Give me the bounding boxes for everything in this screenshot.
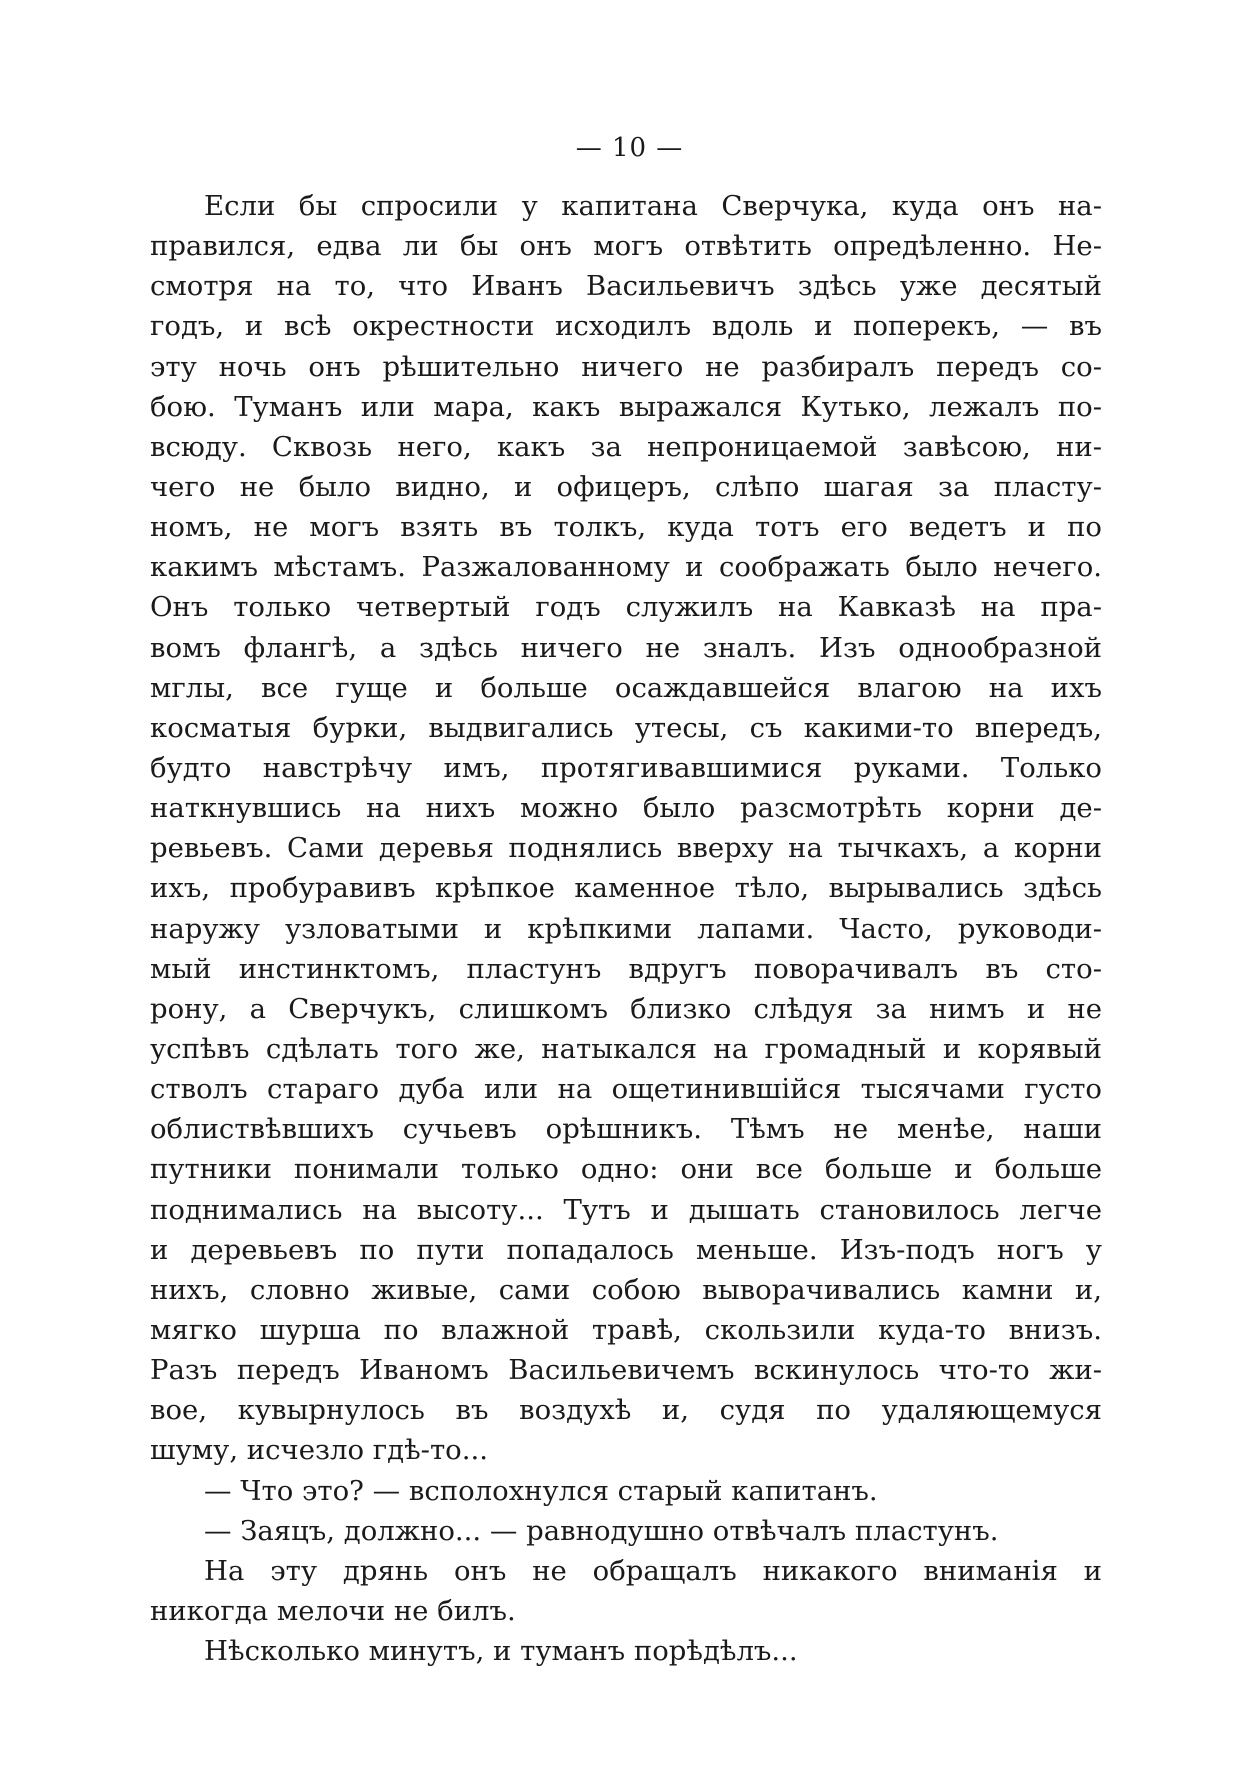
text-line: — Что это? — всполохнулся старый капитанъ. (204, 1474, 878, 1507)
text-line: эту ночь онъ рѣшительно ничего не разбиралъ передъ со- (150, 350, 1102, 383)
text-line: какимъ мѣстамъ. Разжалованному и соображать было нечего. (150, 551, 1102, 584)
text-line: вое, кувырнулось въ воздухѣ и, судя по удаляющемуся (150, 1394, 1102, 1427)
text-line: номъ, не могъ взять въ толкъ, куда тотъ его ведетъ и по (150, 511, 1102, 544)
text-line: наткнувшись на нихъ можно было разсмотрѣть корни де- (150, 792, 1102, 825)
text-line: Нѣсколько минутъ, и туманъ порѣдѣлъ... (204, 1635, 798, 1668)
text-line: Разъ передъ Иваномъ Васильевичемъ вскинулось что-то жи- (150, 1354, 1102, 1387)
text-line: наружу узловатыми и крѣпкими лапами. Часто, руководи- (150, 912, 1102, 945)
text-line: Если бы спросили у капитана Сверчука, куда онъ на- (204, 190, 1102, 222)
text-line: облиствѣвшихъ сучьевъ орѣшникъ. Тѣмъ не менѣе, наши (150, 1113, 1102, 1146)
text-line: ревьевъ. Сами деревья поднялись вверху на тычкахъ, а корни (150, 832, 1102, 865)
text-line: годъ, и всѣ окрестности исходилъ вдоль и поперекъ, — въ (150, 310, 1102, 343)
text-line: косматыя бурки, выдвигались утесы, съ какими-то впередъ, (150, 711, 1102, 744)
text-line: шуму, исчезло гдѣ-то... (150, 1434, 488, 1467)
text-line: бою. Туманъ или мара, какъ выражался Кутько, лежалъ по- (150, 390, 1102, 423)
text-line: стволъ стараго дуба или на ощетинившійся тысячами густо (150, 1073, 1102, 1106)
text-line: вомъ флангѣ, а здѣсь ничего не зналъ. Изъ однообразной (150, 631, 1102, 664)
text-line: На эту дрянь онъ не обращалъ никакого вниманія и (204, 1554, 1102, 1587)
text-line: — Заяцъ, должно... — равнодушно отвѣчалъ пластунъ. (204, 1514, 999, 1547)
text-line: смотря на то, что Иванъ Васильевичъ здѣсь уже десятый (150, 270, 1102, 303)
text-line: чего не было видно, и офицеръ, слѣпо шагая за пласту- (150, 470, 1102, 503)
text-line: всюду. Сквозь него, какъ за непроницаемой завѣсою, ни- (150, 430, 1102, 463)
text-line: рону, а Сверчукъ, слишкомъ близко слѣдуя за нимъ и не (150, 992, 1102, 1025)
text-line: правился, едва ли бы онъ могъ отвѣтить опредѣленно. Не- (150, 230, 1102, 263)
page-number: — 10 — (575, 133, 684, 163)
text-line: нихъ, словно живые, сами собою выворачивались камни и, (150, 1273, 1102, 1306)
text-line: будто навстрѣчу имъ, протягивавшимися руками. Только (150, 751, 1102, 784)
body-text (150, 186, 1102, 1671)
text-line: поднимались на высоту... Тутъ и дышать становилось легче (150, 1193, 1102, 1226)
text-line: Онъ только четвертый годъ служилъ на Кавказѣ на пра- (150, 591, 1102, 624)
text-line: путники понимали только одно: они все больше и больше (150, 1153, 1102, 1186)
text-line: успѣвъ сдѣлать того же, натыкался на громадный и корявый (150, 1032, 1102, 1065)
text-line: и деревьевъ по пути попадалось меньше. Изъ-подъ ногъ у (150, 1233, 1102, 1266)
text-line: мглы, все гуще и больше осаждавшейся влагою на ихъ (150, 671, 1102, 704)
text-line: никогда мелочи не билъ. (150, 1594, 516, 1627)
text-line: мягко шурша по влажной травѣ, скользили куда-то внизъ. (150, 1313, 1102, 1346)
text-line: ихъ, пробуравивъ крѣпкое каменное тѣло, вырывались здѣсь (150, 872, 1102, 905)
text-line: мый инстинктомъ, пластунъ вдругъ поворачивалъ въ сто- (150, 952, 1102, 985)
